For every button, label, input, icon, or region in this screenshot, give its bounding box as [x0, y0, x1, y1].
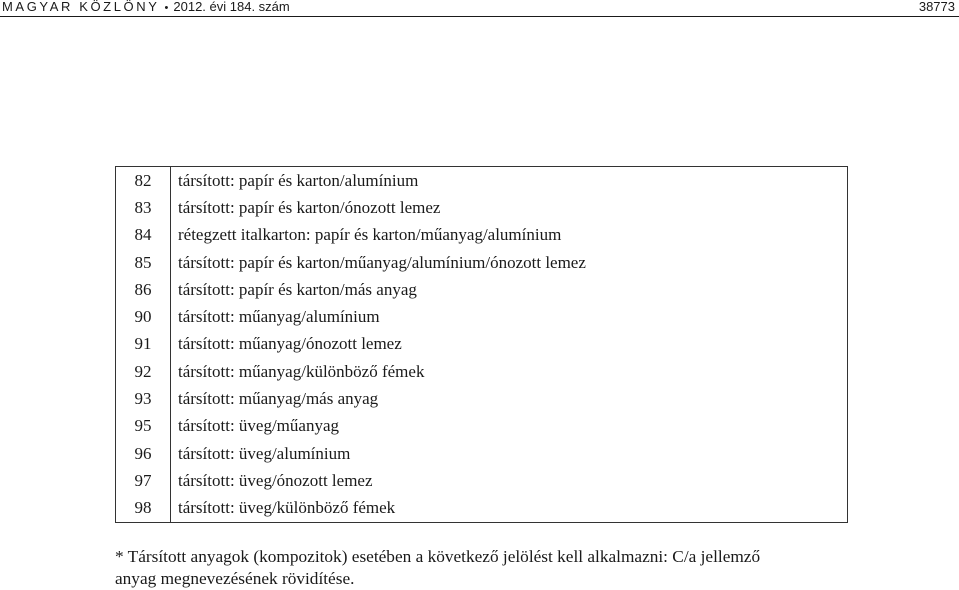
footnote [115, 546, 915, 590]
material-code-cell: 96 [116, 440, 171, 467]
table-row [116, 303, 848, 330]
journal-title: MAGYAR KÖZLÖNY [2, 0, 160, 14]
table-row [116, 167, 848, 195]
table-row [116, 222, 848, 249]
table-row [116, 249, 848, 276]
table-row [116, 495, 848, 523]
material-code-cell: 86 [116, 276, 171, 303]
footnote-line-1: * Társított anyagok (kompozitok) esetében a következő jelölést kell alkalmazni: C/a jellemző [115, 547, 761, 566]
bullet-separator: • [164, 2, 169, 14]
material-description-cell: társított: műanyag/más anyag [171, 385, 848, 412]
material-code-cell: 95 [116, 413, 171, 440]
material-code-cell: 93 [116, 385, 171, 412]
table-row [116, 276, 848, 303]
table-row [116, 331, 848, 358]
header-publication-info [2, 0, 290, 15]
material-description-cell: társított: műanyag/ónozott lemez [171, 331, 848, 358]
table-row [116, 385, 848, 412]
table-row [116, 413, 848, 440]
material-description-cell: társított: papír és karton/műanyag/alumínium/ónozott lemez [171, 249, 848, 276]
material-description-cell: társított: papír és karton/ónozott lemez [171, 194, 848, 221]
issue-label: 2012. évi 184. szám [173, 0, 290, 14]
material-description-cell: rétegzett italkarton: papír és karton/műanyag/alumínium [171, 222, 848, 249]
material-code-cell: 83 [116, 194, 171, 221]
material-code-cell: 85 [116, 249, 171, 276]
footnote-line-2: anyag megnevezésének rövidítése. [115, 569, 355, 588]
material-code-cell: 97 [116, 467, 171, 494]
material-code-table [115, 166, 848, 523]
page-header [0, 0, 959, 17]
table-row [116, 358, 848, 385]
material-description-cell: társított: üveg/ónozott lemez [171, 467, 848, 494]
material-code-cell: 92 [116, 358, 171, 385]
material-description-cell: társított: üveg/műanyag [171, 413, 848, 440]
table-row [116, 194, 848, 221]
material-code-table-body [116, 167, 848, 523]
page-number: 38773 [918, 0, 955, 14]
material-description-cell: társított: papír és karton/alumínium [171, 167, 848, 195]
material-description-cell: társított: üveg/különböző fémek [171, 495, 848, 523]
material-code-cell: 98 [116, 495, 171, 523]
material-code-cell: 82 [116, 167, 171, 195]
material-description-cell: társított: papír és karton/más anyag [171, 276, 848, 303]
material-code-cell: 91 [116, 331, 171, 358]
material-code-cell: 90 [116, 303, 171, 330]
table-row [116, 440, 848, 467]
material-description-cell: társított: műanyag/alumínium [171, 303, 848, 330]
material-description-cell: társított: műanyag/különböző fémek [171, 358, 848, 385]
material-description-cell: társított: üveg/alumínium [171, 440, 848, 467]
table-row [116, 467, 848, 494]
material-code-cell: 84 [116, 222, 171, 249]
